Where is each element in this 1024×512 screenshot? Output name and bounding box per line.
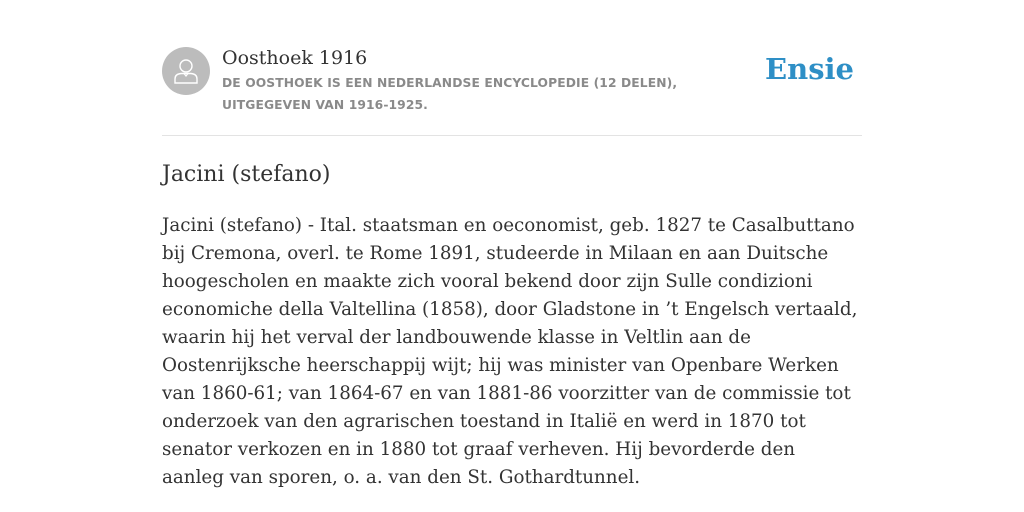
article-title: Jacini (stefano) bbox=[162, 162, 331, 187]
divider bbox=[162, 135, 862, 136]
source-description: DE OOSTHOEK IS EEN NEDERLANDSE ENCYCLOPEDIE (12 DELEN), UITGEGEVEN VAN 1916-1925. bbox=[222, 76, 678, 112]
source-name[interactable]: Oosthoek 1916 bbox=[222, 47, 368, 69]
user-icon bbox=[171, 56, 201, 86]
article-body: Jacini (stefano) - Ital. staatsman en oeconomist, geb. 1827 te Casalbuttano bij Cremona, overl. te Rome 1891, studeerde in Milaan en aan Duitsche hoogescholen en maakte zich vooral bekend door zijn Sulle condizioni economiche della Valtellina (1858), door Gladstone in ’t Engelsch vertaald, waarin hij het verval der landbouwende klasse in Veltlin aan de Oostenrijksche heerschappij wijt; hij was minister van Openbare Werken van 1860-61; van 1864-67 en van 1881-86 voorzitter van de commissie tot onderzoek van den agrarischen toestand in Italië en werd in 1870 tot senator verkozen en in 1880 tot graaf verheven. Hij bevorderde den aanleg van sporen, o. a. van den St. Gothardtunnel. bbox=[162, 215, 858, 488]
ensie-logo[interactable]: Ensie bbox=[765, 52, 854, 86]
source-avatar[interactable] bbox=[162, 47, 210, 95]
source-header bbox=[162, 46, 862, 116]
